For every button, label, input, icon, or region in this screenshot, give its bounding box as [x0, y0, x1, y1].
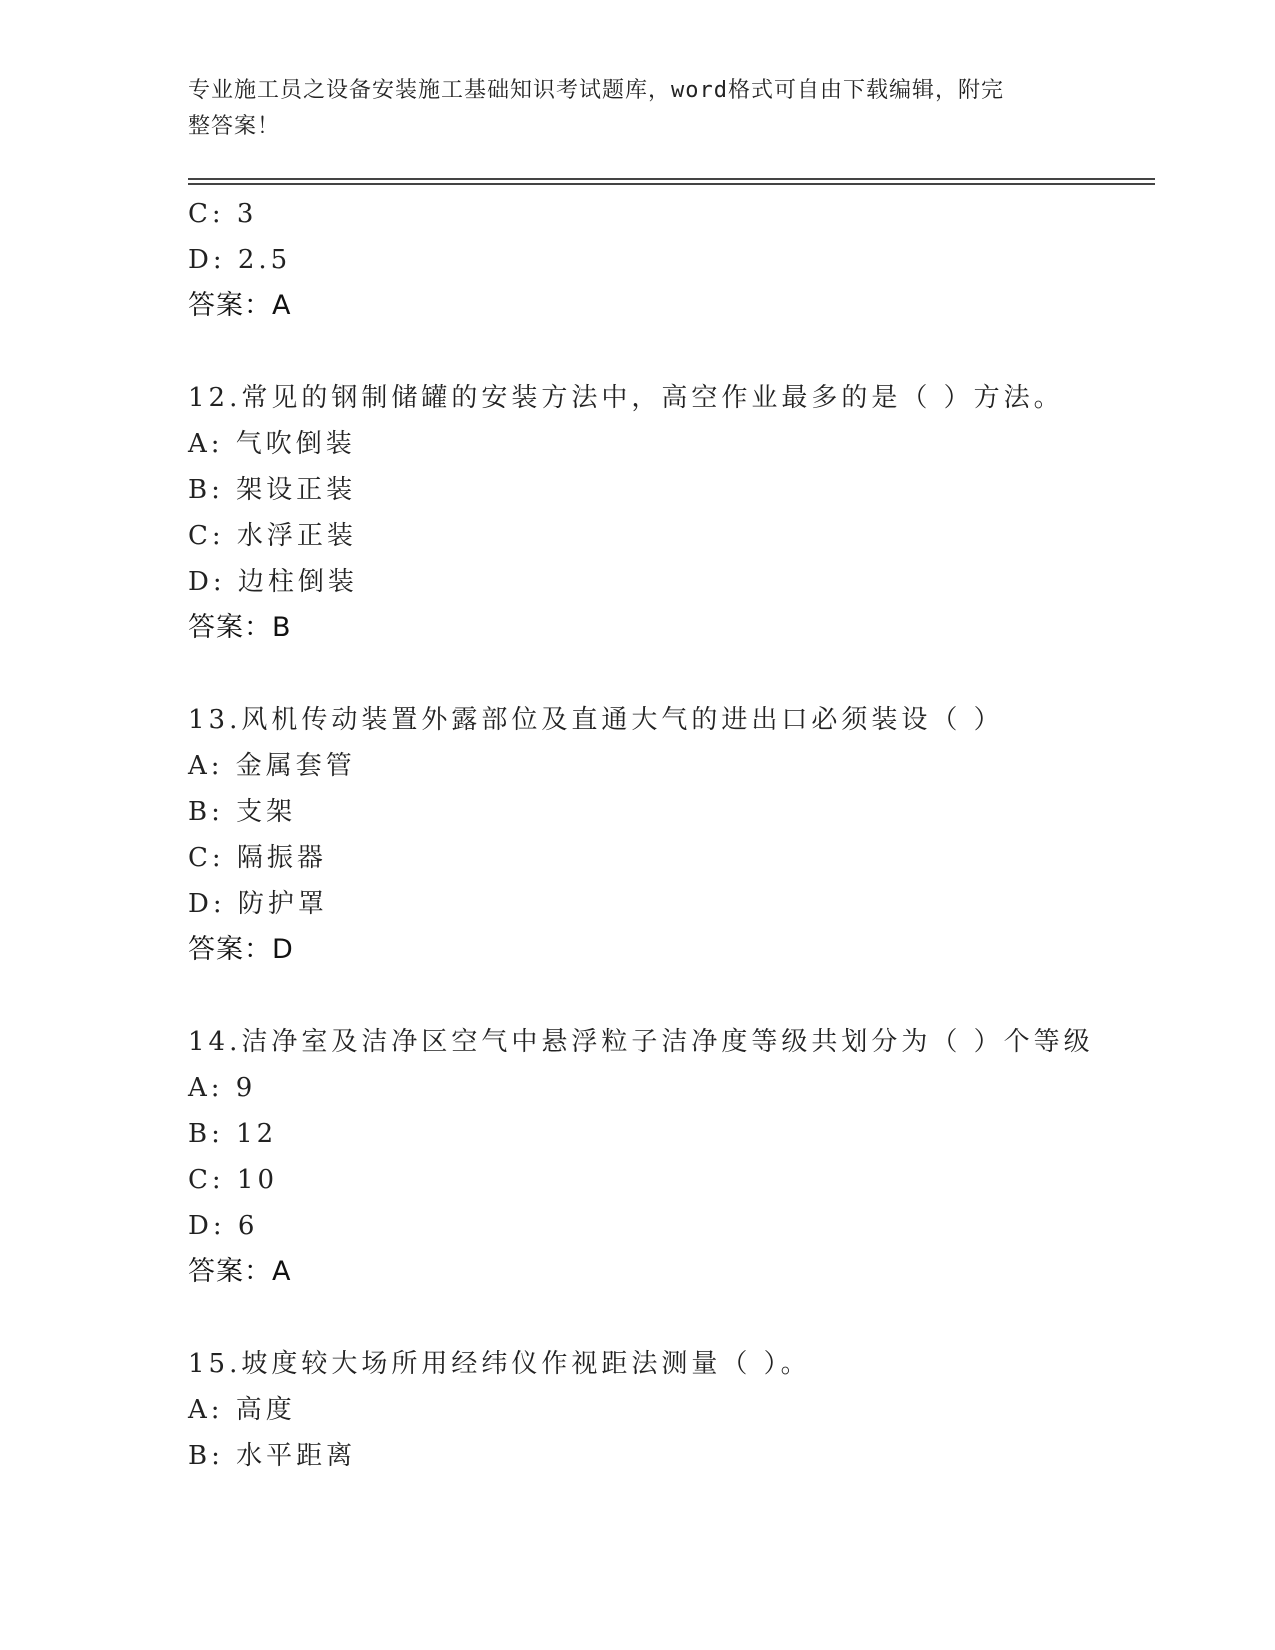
option-b: B: 架设正装	[188, 475, 357, 505]
option-c: C: 10	[188, 1165, 279, 1195]
answer-line: 答案：A	[188, 1256, 292, 1287]
option-a: A: 9	[188, 1073, 257, 1103]
header-rule-top	[188, 178, 1155, 180]
question-gap	[188, 329, 1155, 375]
question-list	[188, 191, 1155, 1479]
question-stem: 13.风机传动装置外露部位及直通大气的进出口必须装设（ ）	[188, 705, 1004, 735]
answer-line: 答案：D	[188, 934, 294, 965]
option-b: B: 水平距离	[188, 1441, 357, 1471]
option-a: A: 金属套管	[188, 751, 356, 781]
answer-line: 答案：B	[188, 612, 292, 643]
question-gap	[188, 651, 1155, 697]
option-d: D: 2.5	[188, 245, 292, 275]
header-rule-bottom	[188, 183, 1155, 185]
option-d: D: 边柱倒装	[188, 567, 358, 597]
question-gap	[188, 973, 1155, 1019]
document-header	[188, 73, 1088, 145]
option-d: D: 6	[188, 1211, 259, 1241]
option-a: A: 气吹倒装	[188, 429, 356, 459]
header-line-1: 专业施工员之设备安装施工基础知识考试题库，word格式可自由下载编辑，附完	[188, 78, 1004, 103]
question-stem: 14.洁净室及洁净区空气中悬浮粒子洁净度等级共划分为（ ）个等级	[188, 1027, 1094, 1057]
option-b: B: 12	[188, 1119, 278, 1149]
answer-line: 答案：A	[188, 290, 292, 321]
option-c: C: 水浮正装	[188, 521, 357, 551]
option-a: A: 高度	[188, 1395, 296, 1425]
option-b: B: 支架	[188, 797, 297, 827]
question-stem: 15.坡度较大场所用经纬仪作视距法测量（ ）。	[188, 1349, 811, 1379]
question-stem: 12.常见的钢制储罐的安装方法中，高空作业最多的是（ ）方法。	[188, 383, 1064, 413]
option-d: D: 防护罩	[188, 889, 328, 919]
header-line-2: 整答案！	[188, 114, 281, 139]
option-c: C: 3	[188, 199, 258, 229]
option-c: C: 隔振器	[188, 843, 327, 873]
question-gap	[188, 1295, 1155, 1341]
